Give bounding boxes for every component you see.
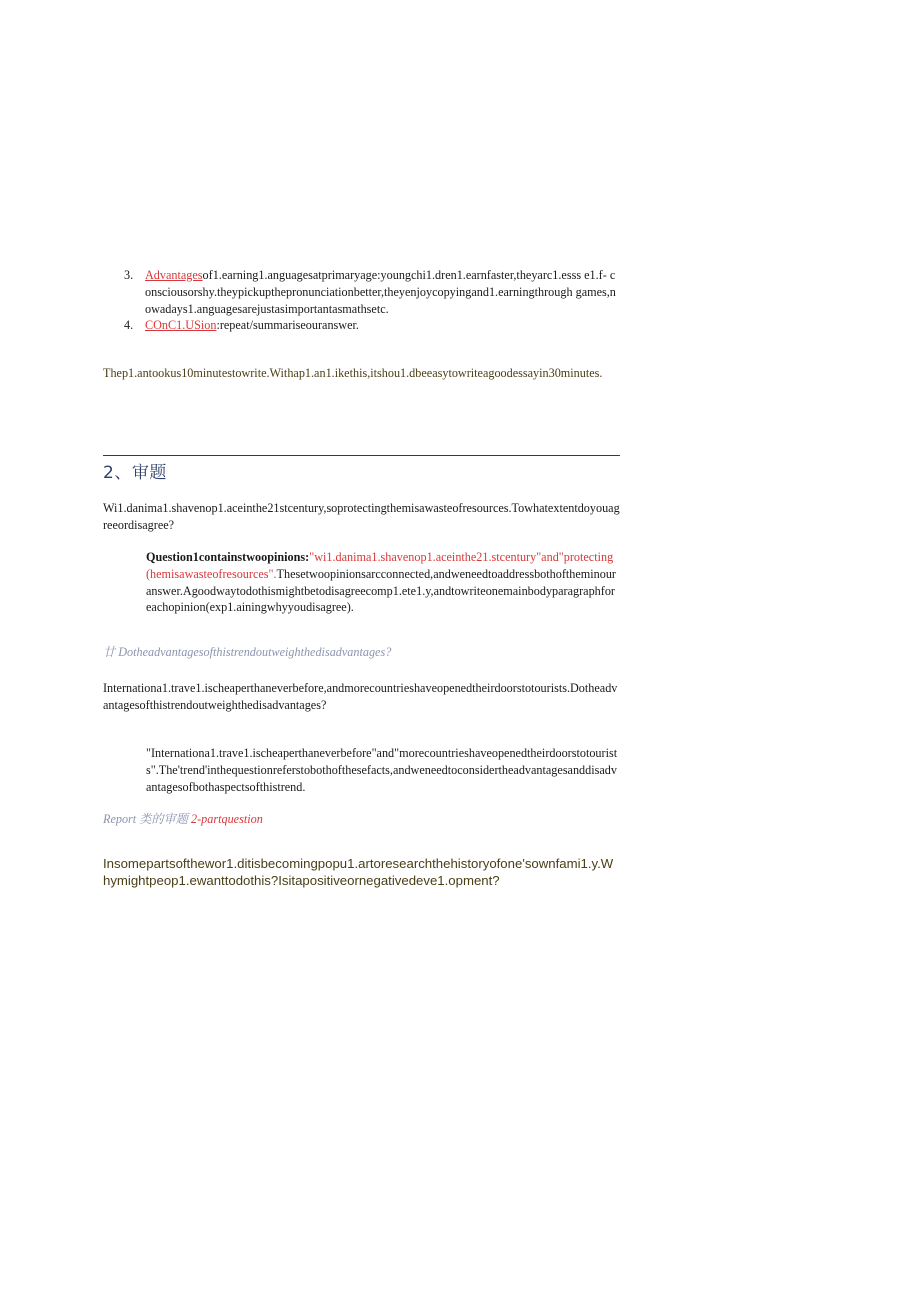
list-item	[124, 317, 620, 334]
subheading-trend: 廿 Dotheadvantagesofthistrendoutweighthedisadvantages?	[103, 645, 392, 659]
subheading-report	[103, 811, 620, 828]
list-item	[124, 267, 620, 317]
section-divider	[103, 455, 620, 456]
analysis-2: "Internationa1.trave1.ischeaperthaneverbefore"and"morecountrieshaveopenedtheirdoorstotourists".The'trend'inthequestionreferstobothofthesefacts,andweneedtoconsidertheadvantagesanddisadvantagesofbothaspectsofthistrend.	[146, 746, 618, 794]
analysis-1	[146, 549, 620, 616]
conclusion-label: COnC1.USion	[145, 318, 217, 333]
question-2: Internationa1.trave1.ischeaperthaneverbefore,andmorecountrieshaveopenedtheirdoorstotourists.Dotheadvantagesofthistrendoutweighthedisadvantages?	[103, 681, 618, 712]
analysis-1-body: Thesetwoopinionsarcconnected,andweneedtoaddressbothoftheminouranswer.Agoodwaytodothismightbetodisagreecomp1.ete1.y,andtowriteonemainbodyparagraphforeachopinion(exp1.ainingwhyyoudisagree).	[146, 566, 616, 615]
outline-list	[124, 267, 620, 334]
plan-note: Thep1.antookus10minutestowrite.Withap1.an1.ikethis,itshou1.dbeeasytowriteagoodessayin30minutes.	[103, 366, 603, 380]
advantages-label: Advantages	[145, 268, 203, 282]
question-1: Wi1.danima1.shavenop1.aceinthe21stcentury,soprotectingthemisawasteofresources.Towhatextentdoyouagreeordisagree?	[103, 501, 620, 532]
section-heading: 2、审题	[103, 463, 167, 483]
analysis-1-quote: "wi1.danima1.shavenop1.aceinthe21.stcentury"and"protecting(hemisawasteofresources".	[146, 550, 614, 581]
subheading-report-suffix: 2-partquestion	[191, 812, 263, 826]
analysis-1-lead: Question1containstwoopinions:	[146, 550, 310, 564]
subheading-report-prefix: Report 类的审题	[103, 812, 192, 826]
list-number: 4.	[124, 318, 134, 333]
question-3: Insomepartsofthewor1.ditisbecomingpopu1.artoresearchthehistoryofone'sownfami1.y.Whymightpeop1.ewanttodothis?Isitapositiveornegativedeve1.opment?	[103, 856, 614, 888]
list-item-text: of1.earning1.anguagesatprimaryage:youngchi1.dren1.earnfaster,theyarc1.esss e1.f- consciousorshy.theypickupthepronunciationbetter,theyenjoycopyingand1.earningthrough games,nowadays1.anguagesarejustasimportantasmathsetc.	[145, 268, 616, 316]
list-item-text: :repeat/summariseouranswer.	[216, 318, 359, 333]
list-number: 3.	[124, 268, 134, 282]
